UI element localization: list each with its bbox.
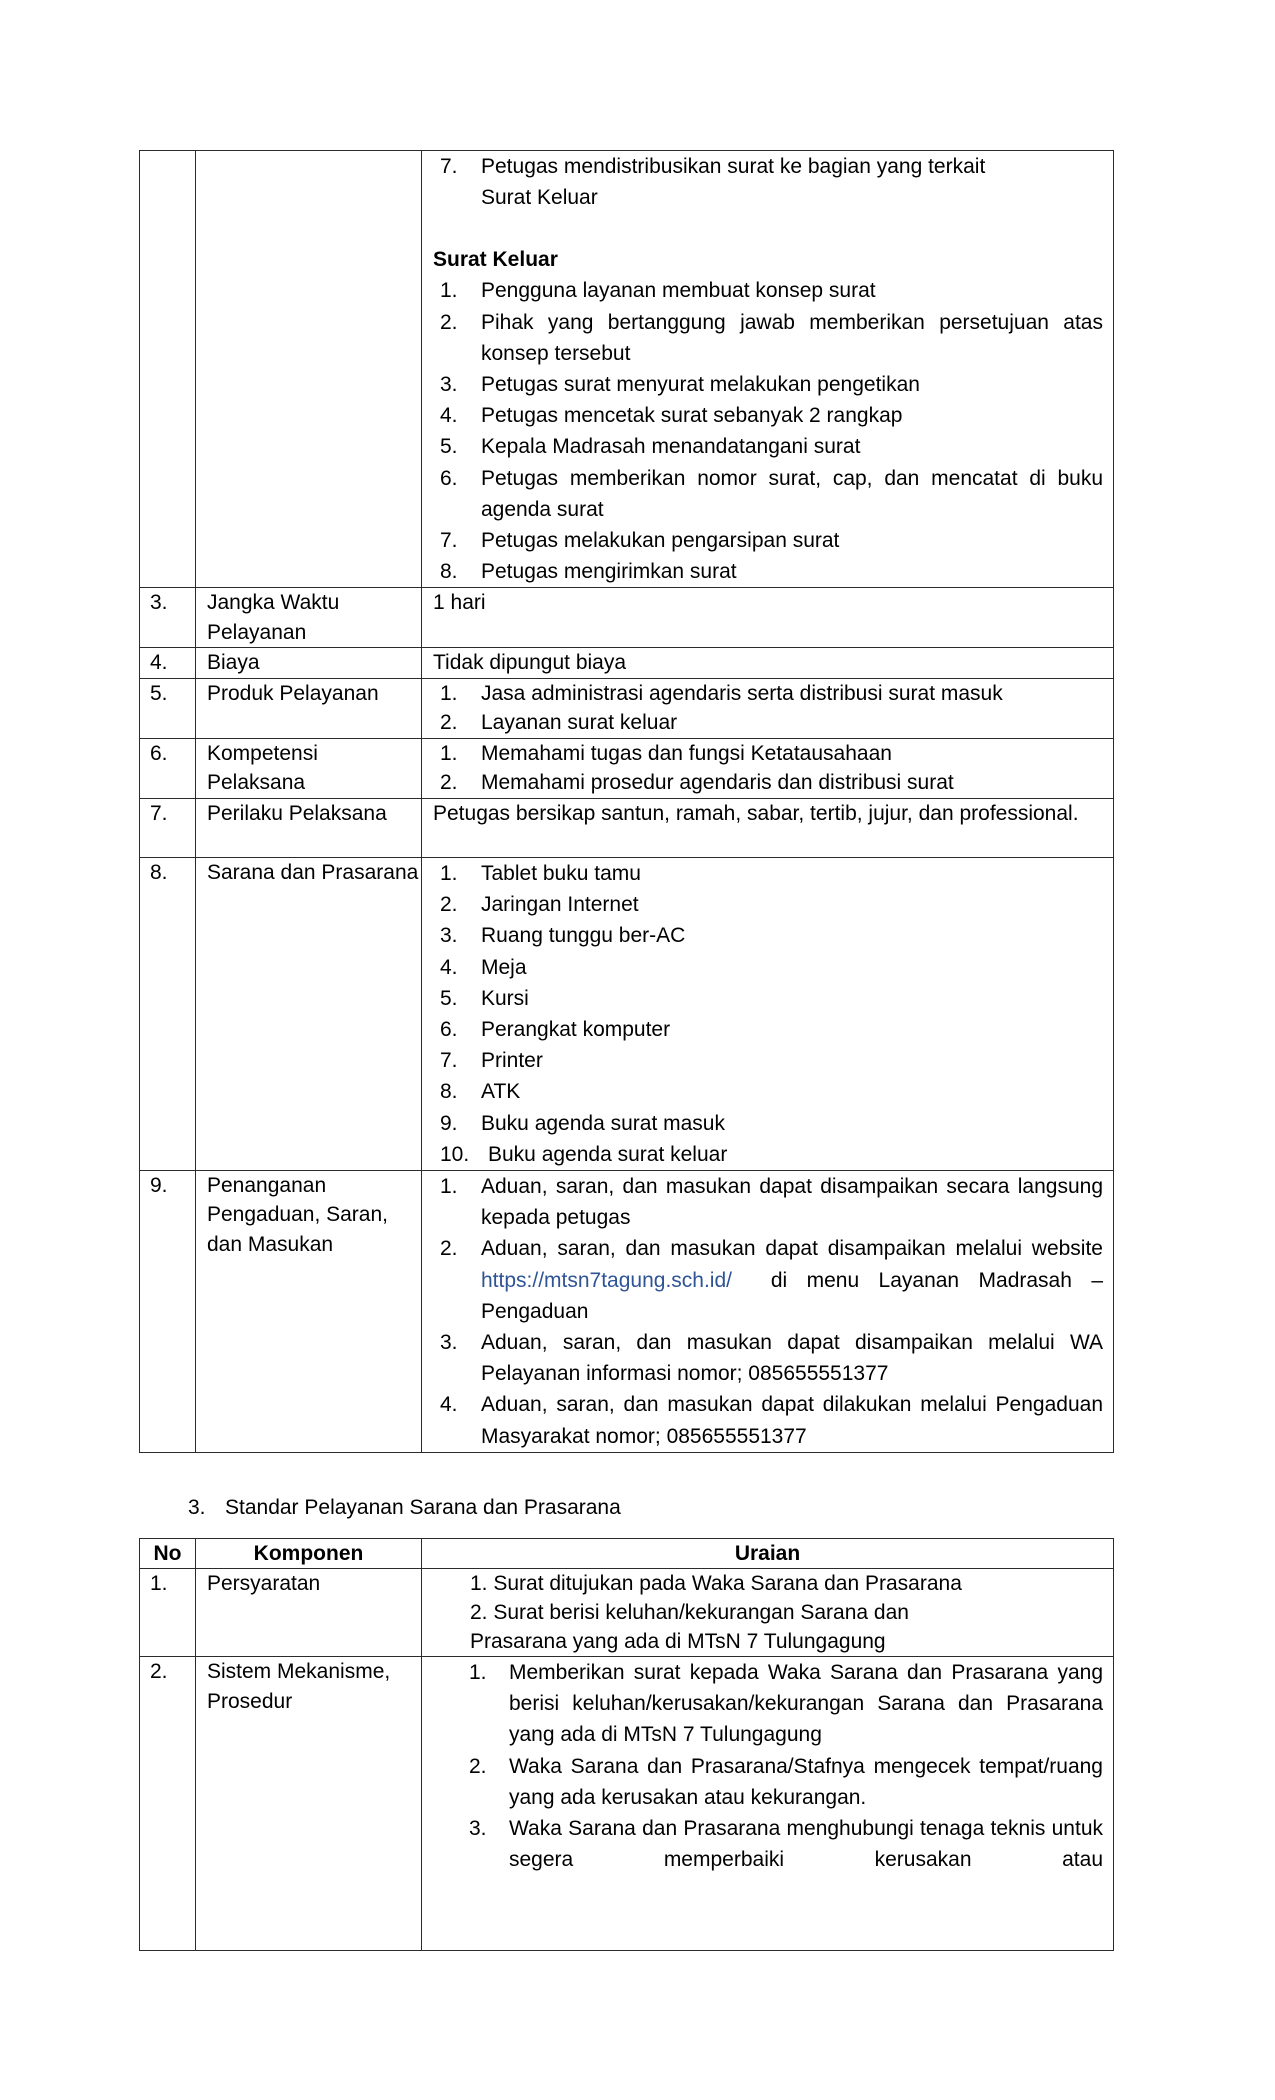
list-item: 2. Jaringan Internet: [440, 893, 639, 917]
komponen-cell: Persyaratan: [196, 1569, 422, 1657]
requirement-line: 1. Surat ditujukan pada Waka Sarana dan Prasarana: [470, 1572, 962, 1595]
header-uraian: Uraian: [422, 1539, 1114, 1569]
uraian-cell: [422, 1657, 1114, 1951]
list-item: 3. Ruang tunggu ber-AC: [440, 924, 686, 948]
list-item: 6. Perangkat komputer: [440, 1017, 671, 1041]
table-row: [140, 738, 1114, 798]
table-row: [140, 1657, 1114, 1951]
list-item: 1. Memberikan surat kepada Waka Sarana dan Prasarana yang berisi keluhan/kerusakan/kekurangan Sarana dan Prasarana yang ada di MTsN 7 Tulungagung: [469, 1661, 1103, 1747]
service-standard-table-2: [139, 1538, 1114, 1951]
list-item: 2. Waka Sarana dan Prasarana/Stafnya mengecek tempat/ruang yang ada kerusakan atau kekurangan.: [469, 1754, 1103, 1809]
komponen-cell: Biaya: [196, 648, 422, 679]
website-link[interactable]: https://mtsn7tagung.sch.id/: [481, 1268, 732, 1292]
product-list: [433, 679, 1103, 738]
section-heading: [188, 1494, 621, 1522]
no-cell: 3.: [140, 588, 196, 648]
list-item: 1. Jasa administrasi agendaris serta distribusi surat masuk: [440, 681, 1003, 705]
list-item: 4. Meja: [440, 955, 527, 979]
no-cell: [140, 151, 196, 588]
list-item: 5. Kursi: [440, 986, 529, 1010]
komponen-cell: Sistem Mekanisme, Prosedur: [196, 1657, 422, 1951]
requirement-line: 2. Surat berisi keluhan/kekurangan Sarana dan: [470, 1601, 909, 1624]
uraian-cell: [422, 678, 1114, 738]
procedure-list: [433, 1657, 1103, 1875]
no-cell: 8.: [140, 857, 196, 1170]
no-cell: 9.: [140, 1170, 196, 1452]
list-item-text: Petugas mendistribusikan surat ke bagian yang terkait: [481, 155, 986, 178]
uraian-cell: Tidak dipungut biaya: [422, 648, 1114, 679]
list-item: 1. Memahami tugas dan fungsi Ketatausahaan: [440, 741, 892, 765]
komponen-cell: Produk Pelayanan: [196, 678, 422, 738]
requirement-line: Prasarana yang ada di MTsN 7 Tulungagung: [470, 1630, 886, 1653]
no-cell: 2.: [140, 1657, 196, 1951]
list-item: 4. Petugas mencetak surat sebanyak 2 rangkap: [440, 404, 903, 428]
table-row: [140, 1170, 1114, 1452]
table-row: [140, 798, 1114, 857]
list-item: 5. Kepala Madrasah menandatangani surat: [440, 435, 861, 459]
no-cell: 4.: [140, 648, 196, 679]
list-item: 1. Aduan, saran, dan masukan dapat disampaikan secara langsung kepada petugas: [440, 1174, 1103, 1230]
list-item: 7. Petugas mendistribusikan surat ke bagian yang terkait Surat Keluar: [440, 155, 986, 210]
list-item: 1. Tablet buku tamu: [440, 861, 641, 885]
competence-list: [433, 739, 1103, 798]
no-cell: 1.: [140, 1569, 196, 1657]
facilities-list: [433, 858, 1103, 1170]
section-title: Standar Pelayanan Sarana dan Prasarana: [225, 1496, 621, 1519]
list-item: 1. Pengguna layanan membuat konsep surat: [440, 279, 876, 303]
list-item: 8. Petugas mengirimkan surat: [440, 560, 737, 584]
complaint-channels-list: [433, 1171, 1103, 1452]
list-item: 3. Aduan, saran, dan masukan dapat disampaikan melalui WA Pelayanan informasi nomor; 085655551377: [440, 1330, 1103, 1386]
no-cell: 6.: [140, 738, 196, 798]
komponen-cell: Sarana dan Prasarana: [196, 857, 422, 1170]
list-item: 3. Petugas surat menyurat melakukan pengetikan: [440, 373, 920, 397]
table-row: [140, 857, 1114, 1170]
table-row: [140, 588, 1114, 648]
list-item: 2. Aduan, saran, dan masukan dapat disampaikan melalui website https://mtsn7tagung.sch.id/ di menu Layanan Madrasah – Pengaduan: [440, 1237, 1104, 1323]
list-item: 8. ATK: [440, 1080, 521, 1104]
list-item: 2. Pihak yang bertanggung jawab memberikan persetujuan atas konsep tersebut: [440, 310, 1103, 365]
uraian-cell: 1 hari: [422, 588, 1114, 648]
table-row: [140, 151, 1114, 588]
table-row: [140, 1569, 1114, 1657]
outgoing-heading: Surat Keluar: [433, 248, 558, 272]
trailing-text: Surat Keluar: [481, 186, 598, 210]
komponen-cell: Kompetensi Pelaksana: [196, 738, 422, 798]
header-komponen: Komponen: [196, 1539, 422, 1569]
uraian-cell: Petugas bersikap santun, ramah, sabar, tertib, jujur, dan professional.: [422, 798, 1114, 857]
list-item: 6. Petugas memberikan nomor surat, cap, dan mencatat di buku agenda surat: [440, 466, 1103, 521]
incoming-procedure-list: [433, 151, 1103, 213]
outgoing-procedure-list: [433, 275, 1103, 587]
no-cell: 7.: [140, 798, 196, 857]
header-no: No: [140, 1539, 196, 1569]
list-item: 4. Aduan, saran, dan masukan dapat dilakukan melalui Pengaduan Masyarakat nomor; 085655551377: [440, 1393, 1103, 1448]
uraian-cell: [422, 151, 1114, 588]
komponen-cell: Penanganan Pengaduan, Saran, dan Masukan: [196, 1170, 422, 1452]
komponen-cell: Perilaku Pelaksana: [196, 798, 422, 857]
service-standard-table-1: [139, 150, 1114, 1453]
list-item: 2. Layanan surat keluar: [440, 711, 678, 735]
list-item: 9. Buku agenda surat masuk: [440, 1111, 725, 1135]
list-item: 2. Memahami prosedur agendaris dan distribusi surat: [440, 771, 954, 795]
list-item: 7. Printer: [440, 1049, 543, 1073]
spacer: [433, 213, 1103, 244]
uraian-cell: [422, 1569, 1114, 1657]
komponen-cell: Jangka Waktu Pelayanan: [196, 588, 422, 648]
table-header-row: [140, 1539, 1114, 1569]
table-row: [140, 648, 1114, 679]
uraian-cell: [422, 1170, 1114, 1452]
uraian-cell: [422, 738, 1114, 798]
uraian-cell: [422, 857, 1114, 1170]
list-item: 3. Waka Sarana dan Prasarana menghubungi tenaga teknis untuk segera memperbaiki kerusakan atau: [469, 1817, 1103, 1872]
komponen-cell: [196, 151, 422, 588]
no-cell: 5.: [140, 678, 196, 738]
list-item: 7. Petugas melakukan pengarsipan surat: [440, 529, 840, 553]
section-number: 3.: [188, 1496, 206, 1519]
list-item: 10. Buku agenda surat keluar: [440, 1142, 728, 1166]
table-row: [140, 678, 1114, 738]
